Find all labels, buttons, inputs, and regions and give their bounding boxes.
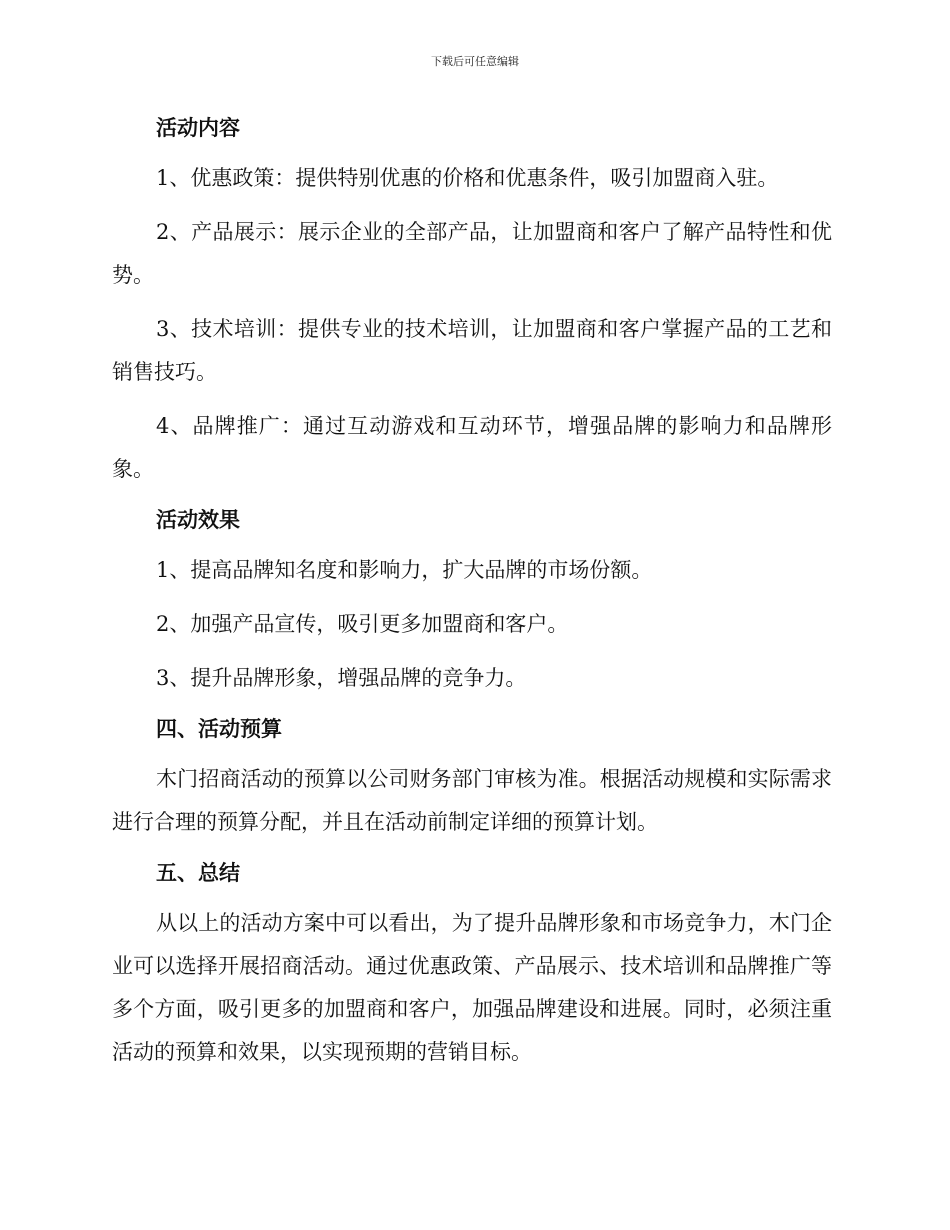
section-heading-summary: 五、总结 bbox=[156, 860, 240, 885]
page-header: 下载后可任意编辑 bbox=[431, 55, 519, 68]
paragraph-technical-training: 3、技术培训：提供专业的技术培训，让加盟商和客户掌握产品的工艺和销售技巧。 bbox=[112, 317, 832, 384]
paragraph-product-display: 2、产品展示：展示企业的全部产品，让加盟商和客户了解产品特性和优势。 bbox=[112, 220, 832, 287]
section-heading-budget: 四、活动预算 bbox=[156, 716, 282, 741]
document-body bbox=[112, 108, 832, 1074]
paragraph-discount-policy: 1、优惠政策：提供特别优惠的价格和优惠条件，吸引加盟商入驻。 bbox=[156, 166, 779, 190]
paragraph-summary: 从以上的活动方案中可以看出，为了提升品牌形象和市场竞争力，木门企业可以选择开展招商活动。通过优惠政策、产品展示、技术培训和品牌推广等多个方面，吸引更多的加盟商和客户，加强品牌建设和进展。同时，必须注重活动的预算和效果，以实现预期的营销目标。 bbox=[112, 911, 832, 1064]
paragraph-effect-awareness: 1、提高品牌知名度和影响力，扩大品牌的市场份额。 bbox=[156, 558, 653, 582]
paragraph-brand-promotion: 4、品牌推广：通过互动游戏和互动环节，增强品牌的影响力和品牌形象。 bbox=[112, 414, 832, 481]
paragraph-effect-publicity: 2、加强产品宣传，吸引更多加盟商和客户。 bbox=[156, 612, 569, 636]
paragraph-budget: 木门招商活动的预算以公司财务部门审核为准。根据活动规模和实际需求进行合理的预算分配，并且在活动前制定详细的预算计划。 bbox=[112, 767, 832, 834]
section-heading-activity-content: 活动内容 bbox=[156, 115, 240, 140]
section-heading-activity-effect: 活动效果 bbox=[156, 507, 240, 532]
paragraph-effect-image: 3、提升品牌形象，增强品牌的竞争力。 bbox=[156, 666, 527, 690]
